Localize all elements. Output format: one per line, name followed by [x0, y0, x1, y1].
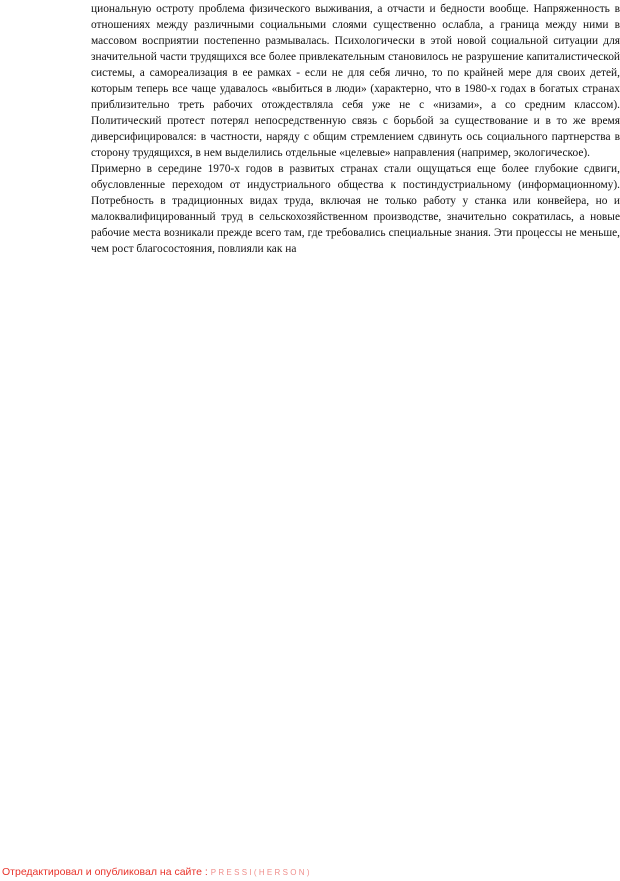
- document-body: [91, 1, 620, 257]
- paragraph-2: Примерно в середине 1970-х годов в развитых странах стали ощущаться еще более глубокие сдвиги, обусловленные переходом от индустриального общества к постиндустриальному (информационному). Потребность в традиционных видах труда, включая не только работу у станка или конвейера, но и малоквалифицированный труд в сельскохозяйственном производстве, значительно сократилась, а новые рабочие места возникали прежде всего там, где требовались специальные знания. Эти процессы не меньше, чем рост благосостояния, повлияли как на: [91, 163, 620, 255]
- publisher-footer: [2, 866, 312, 879]
- paragraph-1: циональную остроту проблема физического выживания, а отчасти и бедности вообще. Напряженность в отношениях между различными социальными слоями существенно ослабла, а граница между ними в массовом восприятии постепенно размывалась. Психологически в этой новой социальной ситуации для значительной части трудящихся все более привлекательным становилось не разрушение капиталистической системы, а самореализация в ее рамках - если не для себя лично, то по крайней мере для своих детей, которым теперь все чаще удавалось «выбиться в люди» (характерно, что в 1980-х годах в богатых странах приблизительно треть рабочих отождествляла себя уже не с «низами», а со средним классом). Политический протест потерял непосредственную связь с борьбой за существование и в то же время диверсифицировался: в частности, наряду с общим стремлением сдвинуть ось социального партнерства в сторону трудящихся, в нем выделились отдельные «целевые» направления (например, экологическое).: [91, 3, 620, 159]
- footer-text: Отредактировал и опубликовал на сайте: [2, 866, 202, 878]
- footer-separator: :: [201, 866, 211, 878]
- footer-site-name[interactable]: PRESSI(HERSON): [210, 868, 312, 877]
